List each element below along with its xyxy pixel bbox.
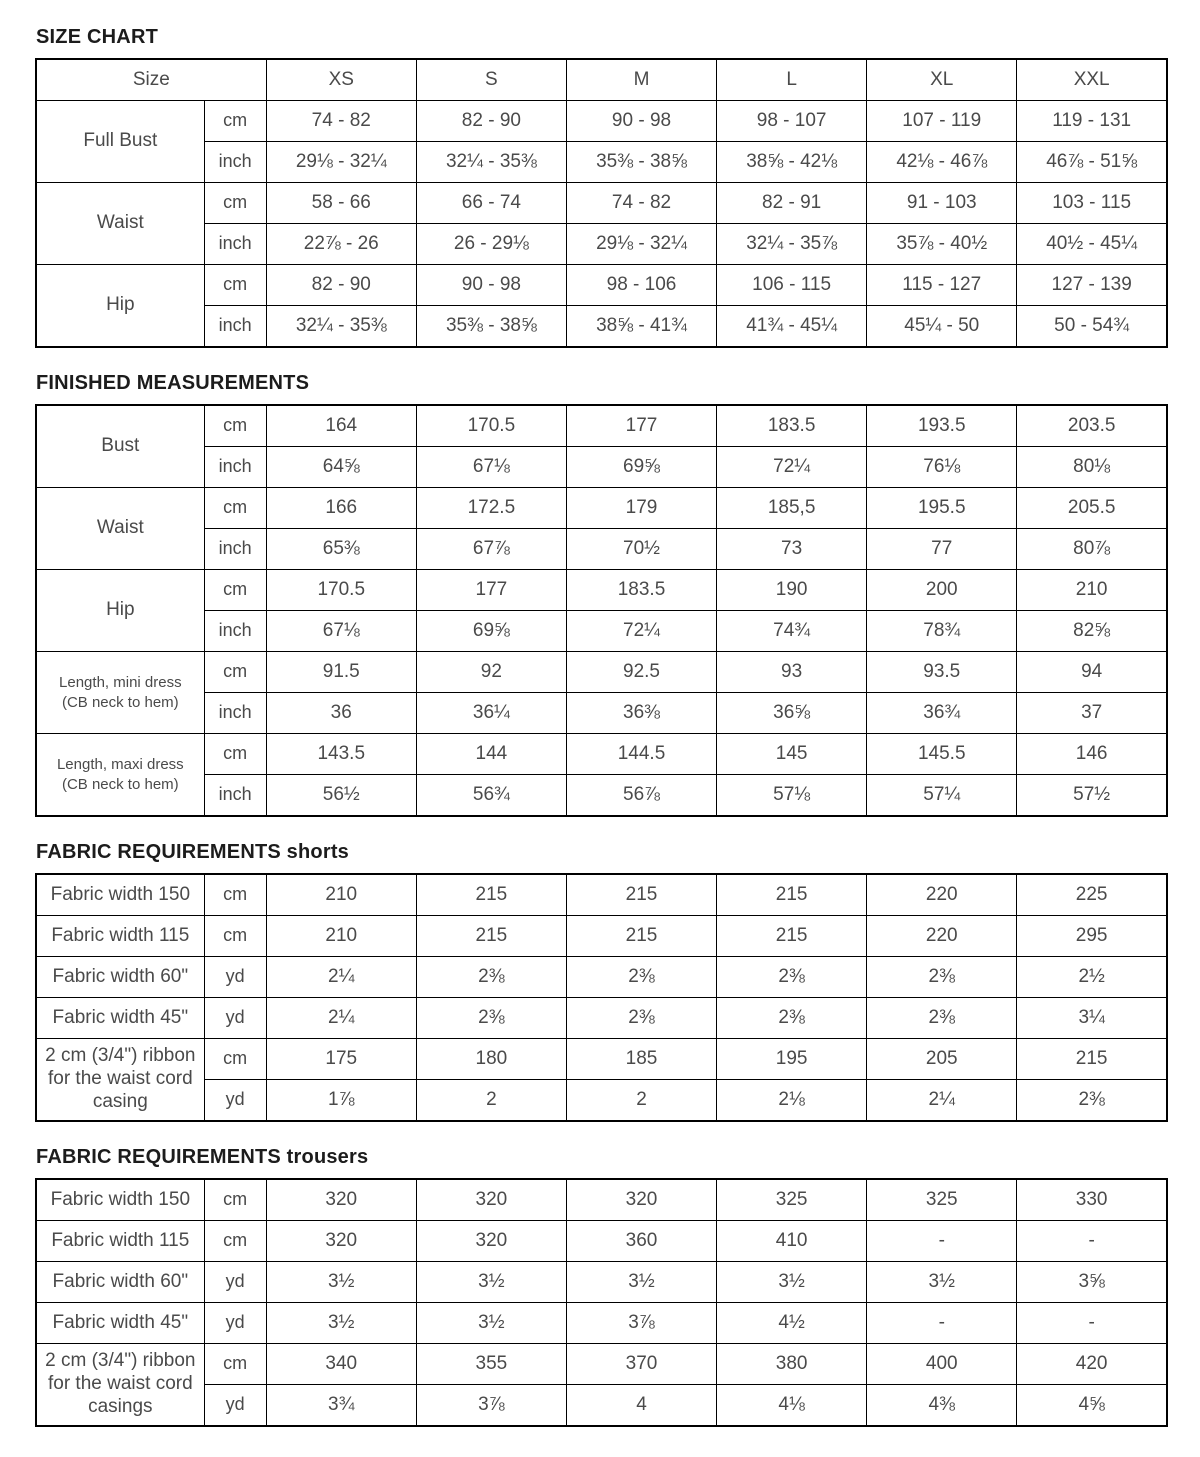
unit-label: inch (204, 447, 266, 488)
value-cell: 64⅝ (266, 447, 416, 488)
value-cell: 370 (566, 1344, 716, 1385)
value-cell: 193.5 (867, 405, 1017, 447)
unit-label: cm (204, 570, 266, 611)
value-cell: 82⅝ (1017, 611, 1167, 652)
value-cell: 2⅜ (867, 957, 1017, 998)
value-cell: 3½ (717, 1262, 867, 1303)
table-row (36, 1303, 1167, 1344)
unit-label: cm (204, 652, 266, 693)
section-fabric-requirements-trousers (35, 1146, 1168, 1427)
value-cell: 175 (266, 1039, 416, 1080)
value-cell: 91.5 (266, 652, 416, 693)
value-cell: 3⅞ (566, 1303, 716, 1344)
value-cell: 144.5 (566, 734, 716, 775)
size-column-header-xxl: XXL (1017, 59, 1167, 101)
row-label: Waist (36, 488, 204, 570)
unit-label: yd (204, 1262, 266, 1303)
table-row (36, 734, 1167, 775)
value-cell: 92.5 (566, 652, 716, 693)
row-label: 2 cm (3/4") ribbon for the waist cord casings (36, 1344, 204, 1427)
table-row (36, 652, 1167, 693)
value-cell: 72¼ (566, 611, 716, 652)
value-cell: 29⅛ - 32¼ (266, 142, 416, 183)
value-cell: 195 (717, 1039, 867, 1080)
document-body (35, 26, 1168, 1427)
table-row (36, 916, 1167, 957)
value-cell: 144 (416, 734, 566, 775)
value-cell: 92 (416, 652, 566, 693)
value-cell: 69⅝ (566, 447, 716, 488)
value-cell: 35⅞ - 40½ (867, 224, 1017, 265)
value-cell: 320 (266, 1221, 416, 1262)
table-row (36, 447, 1167, 488)
value-cell: 220 (867, 874, 1017, 916)
table-row (36, 1262, 1167, 1303)
row-label: Fabric width 150 (36, 874, 204, 916)
value-cell: 82 - 91 (717, 183, 867, 224)
table-row (36, 874, 1167, 916)
value-cell: 74¾ (717, 611, 867, 652)
value-cell: 355 (416, 1344, 566, 1385)
value-cell: 94 (1017, 652, 1167, 693)
value-cell: 67⅞ (416, 529, 566, 570)
value-cell: 2⅜ (717, 957, 867, 998)
row-label: Fabric width 45" (36, 998, 204, 1039)
value-cell: 215 (717, 874, 867, 916)
value-cell: 4⅜ (867, 1385, 1017, 1427)
value-cell: 32¼ - 35⅜ (416, 142, 566, 183)
value-cell: 400 (867, 1344, 1017, 1385)
value-cell: 106 - 115 (717, 265, 867, 306)
value-cell: 410 (717, 1221, 867, 1262)
unit-label: inch (204, 529, 266, 570)
value-cell: 65⅜ (266, 529, 416, 570)
value-cell: 225 (1017, 874, 1167, 916)
value-cell: 170.5 (266, 570, 416, 611)
value-cell: 177 (566, 405, 716, 447)
value-cell: 107 - 119 (867, 101, 1017, 142)
value-cell: 36⅜ (566, 693, 716, 734)
table-row (36, 1080, 1167, 1122)
value-cell: 2¼ (266, 998, 416, 1039)
value-cell: 325 (717, 1179, 867, 1221)
size-column-header-xs: XS (266, 59, 416, 101)
table-row (36, 570, 1167, 611)
value-cell: 172.5 (416, 488, 566, 529)
table-row (36, 611, 1167, 652)
unit-label: cm (204, 916, 266, 957)
table-row (36, 101, 1167, 142)
table-row (36, 957, 1167, 998)
table-row (36, 306, 1167, 348)
value-cell: 205.5 (1017, 488, 1167, 529)
value-cell: 56⅞ (566, 775, 716, 817)
value-cell: 2½ (1017, 957, 1167, 998)
table-row (36, 142, 1167, 183)
row-label: Fabric width 115 (36, 916, 204, 957)
value-cell: 66 - 74 (416, 183, 566, 224)
row-label: Waist (36, 183, 204, 265)
table-row (36, 265, 1167, 306)
section-title-finished-measurements: FINISHED MEASUREMENTS (36, 372, 310, 394)
value-cell: 76⅛ (867, 447, 1017, 488)
value-cell: 295 (1017, 916, 1167, 957)
value-cell: 46⅞ - 51⅝ (1017, 142, 1167, 183)
value-cell: - (1017, 1221, 1167, 1262)
fabric-requirements-shorts-table (35, 873, 1168, 1122)
value-cell: 215 (566, 874, 716, 916)
value-cell: 215 (566, 916, 716, 957)
table-row (36, 405, 1167, 447)
size-header-label: Size (36, 59, 266, 101)
value-cell: 2¼ (266, 957, 416, 998)
unit-label: inch (204, 611, 266, 652)
row-label: Full Bust (36, 101, 204, 183)
value-cell: 220 (867, 916, 1017, 957)
row-label: Hip (36, 265, 204, 348)
value-cell: 58 - 66 (266, 183, 416, 224)
value-cell: 41¾ - 45¼ (717, 306, 867, 348)
value-cell: 183.5 (566, 570, 716, 611)
section-size-chart (35, 26, 1168, 348)
value-cell: 74 - 82 (266, 101, 416, 142)
value-cell: 2⅜ (566, 998, 716, 1039)
row-label-line2: (CB neck to hem) (61, 775, 179, 793)
value-cell: 215 (416, 916, 566, 957)
unit-label: inch (204, 224, 266, 265)
unit-label: inch (204, 775, 266, 817)
table-row (36, 529, 1167, 570)
value-cell: 210 (266, 916, 416, 957)
size-column-header-xl: XL (867, 59, 1017, 101)
value-cell: 3½ (266, 1262, 416, 1303)
value-cell: 3¾ (266, 1385, 416, 1427)
value-cell: 3½ (266, 1303, 416, 1344)
value-cell: 36¾ (867, 693, 1017, 734)
value-cell: 164 (266, 405, 416, 447)
unit-label: inch (204, 142, 266, 183)
value-cell: 2⅜ (416, 957, 566, 998)
value-cell: 57½ (1017, 775, 1167, 817)
value-cell: 215 (416, 874, 566, 916)
value-cell: - (867, 1221, 1017, 1262)
unit-label: yd (204, 998, 266, 1039)
value-cell: 2¼ (867, 1080, 1017, 1122)
value-cell: 2⅜ (867, 998, 1017, 1039)
value-cell: 4 (566, 1385, 716, 1427)
row-label-line2: (CB neck to hem) (61, 693, 179, 711)
table-row (36, 998, 1167, 1039)
section-fabric-requirements-shorts (35, 841, 1168, 1122)
value-cell: 82 - 90 (416, 101, 566, 142)
value-cell: 200 (867, 570, 1017, 611)
value-cell: 119 - 131 (1017, 101, 1167, 142)
value-cell: 57¼ (867, 775, 1017, 817)
value-cell: 26 - 29⅛ (416, 224, 566, 265)
size-column-header-s: S (416, 59, 566, 101)
value-cell: 40½ - 45¼ (1017, 224, 1167, 265)
value-cell: - (867, 1303, 1017, 1344)
value-cell: 2⅛ (717, 1080, 867, 1122)
table-row (36, 1221, 1167, 1262)
table-row (36, 1179, 1167, 1221)
value-cell: 78¾ (867, 611, 1017, 652)
value-cell: 143.5 (266, 734, 416, 775)
value-cell: 98 - 107 (717, 101, 867, 142)
value-cell: 73 (717, 529, 867, 570)
value-cell: 57⅛ (717, 775, 867, 817)
unit-label: cm (204, 874, 266, 916)
value-cell: 67⅛ (416, 447, 566, 488)
table-row (36, 1344, 1167, 1385)
value-cell: 190 (717, 570, 867, 611)
table-row (36, 1039, 1167, 1080)
value-cell: - (1017, 1303, 1167, 1344)
unit-label: cm (204, 734, 266, 775)
row-label: Fabric width 150 (36, 1179, 204, 1221)
value-cell: 320 (416, 1179, 566, 1221)
value-cell: 3½ (416, 1262, 566, 1303)
row-label: Fabric width 45" (36, 1303, 204, 1344)
row-label: Fabric width 60" (36, 957, 204, 998)
value-cell: 56½ (266, 775, 416, 817)
value-cell: 3⅝ (1017, 1262, 1167, 1303)
value-cell: 320 (566, 1179, 716, 1221)
value-cell: 127 - 139 (1017, 265, 1167, 306)
value-cell: 1⅞ (266, 1080, 416, 1122)
section-title-fabric-requirements-trousers: FABRIC REQUIREMENTS trousers (36, 1146, 369, 1168)
unit-label: yd (204, 1080, 266, 1122)
row-label: 2 cm (3/4") ribbon for the waist cord casing (36, 1039, 204, 1122)
unit-label: cm (204, 265, 266, 306)
unit-label: cm (204, 183, 266, 224)
value-cell: 32¼ - 35⅜ (266, 306, 416, 348)
value-cell: 45¼ - 50 (867, 306, 1017, 348)
row-label: Bust (36, 405, 204, 488)
unit-label: yd (204, 1385, 266, 1427)
row-label: Fabric width 115 (36, 1221, 204, 1262)
value-cell: 3½ (566, 1262, 716, 1303)
value-cell: 69⅝ (416, 611, 566, 652)
unit-label: cm (204, 1221, 266, 1262)
value-cell: 56¾ (416, 775, 566, 817)
table-row (36, 775, 1167, 817)
value-cell: 29⅛ - 32¼ (566, 224, 716, 265)
value-cell: 36¼ (416, 693, 566, 734)
value-cell: 215 (717, 916, 867, 957)
row-label-line1: Length, mini dress (59, 674, 182, 691)
value-cell: 80⅛ (1017, 447, 1167, 488)
unit-label: inch (204, 693, 266, 734)
row-label (36, 652, 204, 734)
value-cell: 325 (867, 1179, 1017, 1221)
unit-label: cm (204, 405, 266, 447)
size-header-row (36, 59, 1167, 101)
value-cell: 42⅛ - 46⅞ (867, 142, 1017, 183)
unit-label: cm (204, 1344, 266, 1385)
value-cell: 320 (416, 1221, 566, 1262)
section-title-fabric-requirements-shorts: FABRIC REQUIREMENTS shorts (36, 841, 350, 863)
value-cell: 380 (717, 1344, 867, 1385)
value-cell: 145 (717, 734, 867, 775)
value-cell: 170.5 (416, 405, 566, 447)
value-cell: 93.5 (867, 652, 1017, 693)
value-cell: 90 - 98 (416, 265, 566, 306)
value-cell: 320 (266, 1179, 416, 1221)
value-cell: 195.5 (867, 488, 1017, 529)
value-cell: 210 (1017, 570, 1167, 611)
value-cell: 2⅜ (1017, 1080, 1167, 1122)
value-cell: 3½ (416, 1303, 566, 1344)
value-cell: 35⅜ - 38⅝ (416, 306, 566, 348)
value-cell: 3½ (867, 1262, 1017, 1303)
row-label: Hip (36, 570, 204, 652)
value-cell: 77 (867, 529, 1017, 570)
value-cell: 330 (1017, 1179, 1167, 1221)
value-cell: 340 (266, 1344, 416, 1385)
row-label-line1: Length, maxi dress (56, 756, 184, 773)
unit-label: cm (204, 1039, 266, 1080)
unit-label: yd (204, 1303, 266, 1344)
value-cell: 70½ (566, 529, 716, 570)
value-cell: 91 - 103 (867, 183, 1017, 224)
value-cell: 115 - 127 (867, 265, 1017, 306)
value-cell: 4⅝ (1017, 1385, 1167, 1427)
value-cell: 93 (717, 652, 867, 693)
value-cell: 67⅛ (266, 611, 416, 652)
value-cell: 38⅝ - 42⅛ (717, 142, 867, 183)
value-cell: 177 (416, 570, 566, 611)
unit-label: yd (204, 957, 266, 998)
row-label: Fabric width 60" (36, 1262, 204, 1303)
value-cell: 3¼ (1017, 998, 1167, 1039)
finished-measurements-table (35, 404, 1168, 817)
value-cell: 2⅜ (717, 998, 867, 1039)
unit-label: cm (204, 101, 266, 142)
size-column-header-l: L (717, 59, 867, 101)
value-cell: 74 - 82 (566, 183, 716, 224)
table-row (36, 1385, 1167, 1427)
value-cell: 360 (566, 1221, 716, 1262)
value-cell: 80⅞ (1017, 529, 1167, 570)
value-cell: 420 (1017, 1344, 1167, 1385)
value-cell: 90 - 98 (566, 101, 716, 142)
value-cell: 210 (266, 874, 416, 916)
section-title-size-chart: SIZE CHART (36, 26, 158, 48)
size-column-header-m: M (566, 59, 716, 101)
value-cell: 4½ (717, 1303, 867, 1344)
value-cell: 82 - 90 (266, 265, 416, 306)
value-cell: 50 - 54¾ (1017, 306, 1167, 348)
value-cell: 35⅜ - 38⅝ (566, 142, 716, 183)
value-cell: 183.5 (717, 405, 867, 447)
unit-label: inch (204, 306, 266, 348)
value-cell: 185,5 (717, 488, 867, 529)
value-cell: 37 (1017, 693, 1167, 734)
value-cell: 4⅛ (717, 1385, 867, 1427)
unit-label: cm (204, 1179, 266, 1221)
value-cell: 179 (566, 488, 716, 529)
table-row (36, 224, 1167, 265)
value-cell: 2 (416, 1080, 566, 1122)
value-cell: 36 (266, 693, 416, 734)
section-finished-measurements (35, 372, 1168, 817)
value-cell: 3⅞ (416, 1385, 566, 1427)
value-cell: 2 (566, 1080, 716, 1122)
value-cell: 2⅜ (566, 957, 716, 998)
value-cell: 146 (1017, 734, 1167, 775)
value-cell: 2⅜ (416, 998, 566, 1039)
value-cell: 203.5 (1017, 405, 1167, 447)
value-cell: 145.5 (867, 734, 1017, 775)
value-cell: 36⅝ (717, 693, 867, 734)
table-row (36, 183, 1167, 224)
table-row (36, 488, 1167, 529)
value-cell: 32¼ - 35⅞ (717, 224, 867, 265)
value-cell: 38⅝ - 41¾ (566, 306, 716, 348)
value-cell: 205 (867, 1039, 1017, 1080)
unit-label: cm (204, 488, 266, 529)
value-cell: 72¼ (717, 447, 867, 488)
value-cell: 166 (266, 488, 416, 529)
size-chart-table (35, 58, 1168, 348)
value-cell: 180 (416, 1039, 566, 1080)
fabric-requirements-trousers-table (35, 1178, 1168, 1427)
value-cell: 185 (566, 1039, 716, 1080)
table-row (36, 693, 1167, 734)
value-cell: 98 - 106 (566, 265, 716, 306)
value-cell: 103 - 115 (1017, 183, 1167, 224)
row-label (36, 734, 204, 817)
value-cell: 215 (1017, 1039, 1167, 1080)
value-cell: 22⅞ - 26 (266, 224, 416, 265)
